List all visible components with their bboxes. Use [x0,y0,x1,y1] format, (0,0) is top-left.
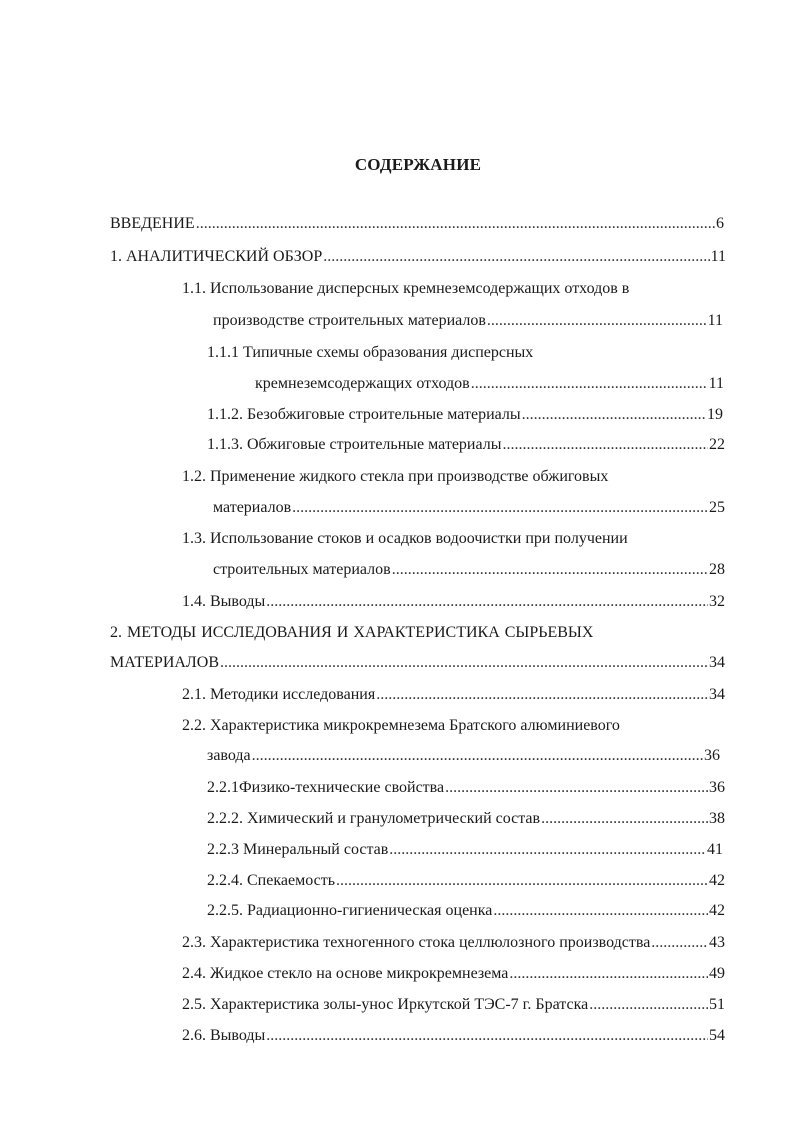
toc-page-number: 54 [709,1027,725,1044]
toc-entry-text: 2.3. Характеристика техногенного стока целлюлозного производства [182,934,651,951]
toc-entry-1-4 [182,591,725,613]
toc-entry-1-1-line1: 1.1. Использование дисперсных кремнеземсодержащих отходов в [182,280,630,297]
dot-leader [336,870,708,892]
dot-leader [292,497,708,519]
dot-leader [376,684,708,706]
toc-page-number: 22 [709,436,725,453]
dot-leader [445,777,708,799]
toc-entry-2-2-1 [207,777,725,799]
toc-entry-chapter-1 [110,246,726,268]
toc-entry-text: 1. АНАЛИТИЧЕСКИЙ ОБЗОР [110,248,323,265]
toc-page-number: 38 [709,810,725,827]
toc-entry-text: 2.2.5. Радиационно-гигиеническая оценка [207,902,493,919]
toc-entry-text: материалов [213,499,292,516]
toc-entry-2-4 [182,963,725,985]
dot-leader [509,963,708,985]
dot-leader [471,373,708,395]
dot-leader [651,932,708,954]
toc-page-number: 6 [716,215,724,232]
toc-entry-2-2-line2 [207,745,720,767]
toc-entry-2-2-3 [207,839,723,861]
dot-leader [541,808,708,830]
toc-entry-text: завода [207,747,251,764]
toc-entry-text: ВВЕДЕНИЕ [110,215,195,232]
toc-page-number: 11 [710,248,726,265]
toc-entry-text: производстве строительных материалов [213,312,486,329]
toc-entry-text: 2.6. Выводы [182,1027,266,1044]
toc-entry-text: 2.5. Характеристика золы-унос Иркутской ТЭС-7 г. Братска [182,996,589,1013]
dot-leader [389,839,706,861]
toc-entry-1-1-3 [207,434,725,456]
toc-page-number: 36 [704,747,720,764]
page-title: СОДЕРЖАНИЕ [354,155,482,174]
dot-leader [487,310,707,332]
toc-entry-1-1-1-line1: 1.1.1 Типичные схемы образования дисперсных [207,344,534,361]
toc-page-number: 34 [709,654,725,671]
toc-page-number: 51 [709,996,725,1013]
toc-entry-2-2-4 [207,870,725,892]
toc-page-number: 25 [709,499,725,516]
toc-entry-1-1-1-line2 [255,373,724,395]
toc-page-number: 34 [709,686,725,703]
toc-entry-2-2-line1: 2.2. Характеристика микрокремнезема Братского алюминиевого [182,717,620,734]
dot-leader [266,1025,708,1047]
toc-entry-2-2-2 [207,808,725,830]
toc-entry-text: 2.2.2. Химический и гранулометрический состав [207,810,541,827]
toc-entry-introduction [110,213,724,235]
toc-entry-1-2-line2 [213,497,725,519]
toc-entry-text: 2.2.3 Минеральный состав [207,841,389,858]
toc-entry-1-3-line1: 1.3. Использование стоков и осадков водоочистки при получении [182,530,628,547]
dot-leader [323,246,709,268]
toc-entry-chapter-2-line2 [110,652,725,674]
toc-page-number: 11 [707,312,723,329]
toc-entry-2-5 [182,994,725,1016]
dot-leader [522,404,706,426]
toc-entry-chapter-2-line1: 2. МЕТОДЫ ИССЛЕДОВАНИЯ И ХАРАКТЕРИСТИКА СЫРЬЕВЫХ [110,624,594,641]
toc-page-number: 49 [709,965,725,982]
dot-leader [502,434,708,456]
toc-entry-2-2-5 [207,900,725,922]
toc-entry-1-2-line1: 1.2. Применение жидкого стекла при производстве обжиговых [182,468,609,485]
toc-page-number: 36 [709,779,725,796]
toc-page-number: 11 [708,375,724,392]
toc-page-number: 42 [709,902,725,919]
toc-entry-text: 2.1. Методики исследования [182,686,376,703]
toc-entry-1-1-2 [207,404,723,426]
toc-entry-text: кремнеземсодержащих отходов [255,375,470,392]
dot-leader [392,559,708,581]
toc-entry-2-6 [182,1025,725,1047]
toc-entry-2-1 [182,684,725,706]
toc-entry-1-1-line2 [213,310,723,332]
toc-page-number: 32 [709,593,725,610]
toc-entry-2-3 [182,932,725,954]
dot-leader [266,591,708,613]
toc-entry-text: 1.1.2. Безобжиговые строительные материалы [207,406,521,423]
toc-page-number: 43 [709,934,725,951]
toc-entry-text: 1.4. Выводы [182,593,266,610]
toc-page-number: 19 [707,406,723,423]
toc-entry-text: МАТЕРИАЛОВ [110,654,220,671]
toc-entry-1-3-line2 [213,559,725,581]
toc-entry-text: 1.1.3. Обжиговые строительные материалы [207,436,502,453]
dot-leader [220,652,708,674]
toc-page-number: 41 [707,841,723,858]
toc-entry-text: 2.2.1Физико-технические свойства [207,779,445,796]
toc-page-number: 42 [709,872,725,889]
toc-page-number: 28 [709,561,725,578]
toc-entry-text: строительных материалов [213,561,391,578]
dot-leader [493,900,708,922]
toc-entry-text: 2.2.4. Спекаемость [207,872,335,889]
dot-leader [196,213,715,235]
dot-leader [252,745,703,767]
dot-leader [589,994,708,1016]
toc-entry-text: 2.4. Жидкое стекло на основе микрокремнезема [182,965,509,982]
